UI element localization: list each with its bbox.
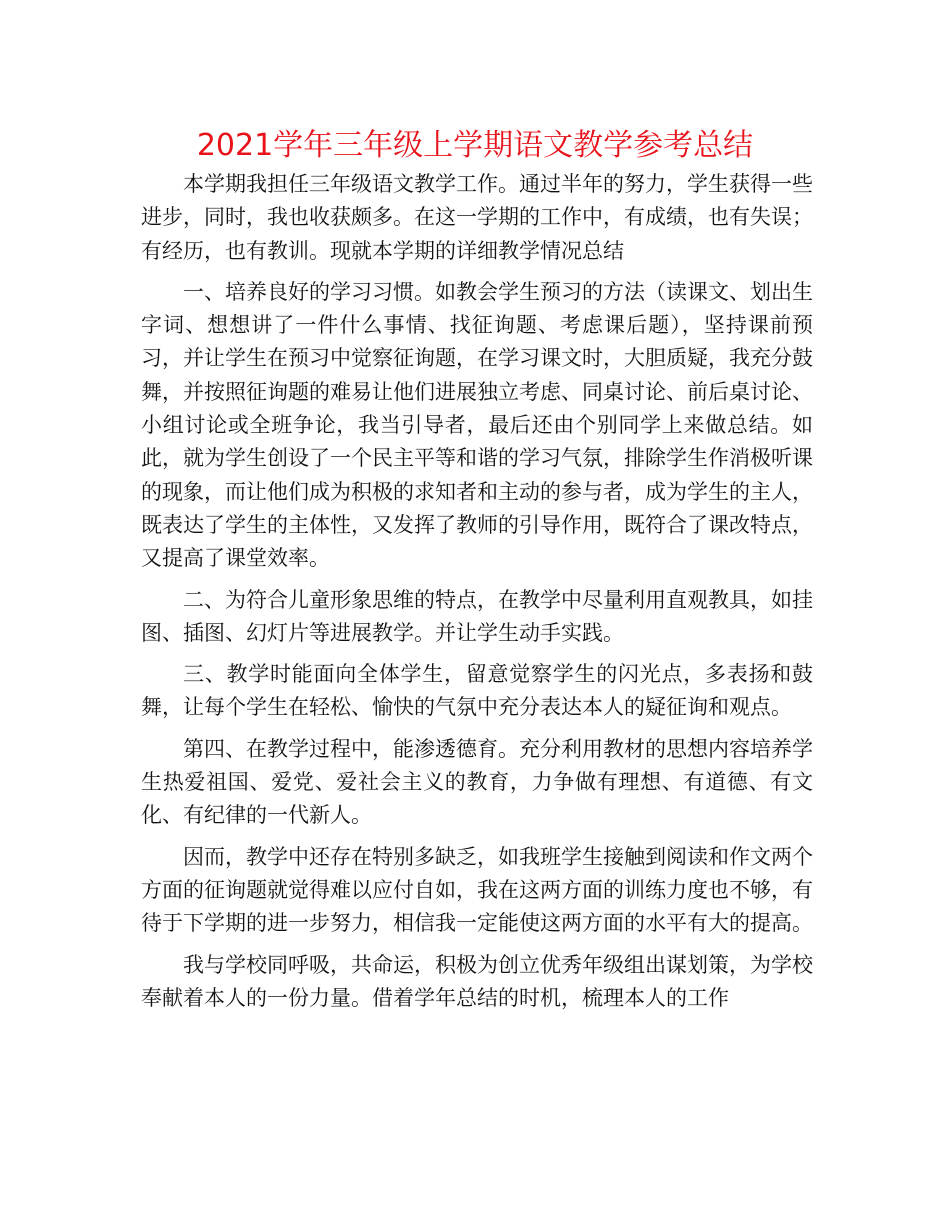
paragraph-visual-aids: 二、为符合儿童形象思维的特点，在教学中尽量利用直观教具，如挂图、插图、幻灯片等进展教学。并让学生动手实践。: [141, 587, 813, 645]
document-title: 2021学年三年级上学期语文教学参考总结: [196, 128, 754, 163]
paragraph-all-students: 三、教学时能面向全体学生，留意觉察学生的闪光点，多表扬和鼓舞，让每个学生在轻松、愉快的气氛中充分表达本人的疑征询和观点。: [141, 662, 813, 720]
paragraph-study-habits: 一、培养良好的学习习惯。如教会学生预习的方法（读课文、划出生字词、想想讲了一件什么事情、找征询题、考虑课后题），坚持课前预习，并让学生在预习中觉察征询题，在学习课文时，大胆质疑，我充分鼓舞，并按照征询题的难易让他们进展独立考虑、同桌讨论、前后桌讨论、小组讨论或全班争论，我当引导者，最后还由个别同学上来做总结。如此，就为学生创设了一个民主平等和谐的学习气氛，排除学生作消极听课的现象，而让他们成为积极的求知者和主动的参与者，成为学生的主人，既表达了学生的主体性，又发挥了教师的引导作用，既符合了课改特点，又提高了课堂效率。: [141, 279, 813, 571]
document-body: [141, 168, 813, 1015]
paragraph-contribution: 我与学校同呼吸，共命运，积极为创立优秀年级组出谋划策，为学校奉献着本人的一份力量。借着学年总结的时机，梳理本人的工作: [141, 952, 813, 1010]
paragraph-intro: 本学期我担任三年级语文教学工作。通过半年的努力，学生获得一些进步，同时，我也收获颇多。在这一学期的工作中，有成绩，也有失误；有经历，也有教训。现就本学期的详细教学情况总结: [141, 172, 813, 263]
paragraph-shortcomings: 因而，教学中还存在特别多缺乏，如我班学生接触到阅读和作文两个方面的征询题就觉得难以应付自如，我在这两方面的训练力度也不够，有待于下学期的进一步努力，相信我一定能使这两方面的水平有大的提高。: [141, 844, 813, 936]
paragraph-moral-education: 第四、在教学过程中，能渗透德育。充分利用教材的思想内容培养学生热爱祖国、爱党、爱社会主义的教育，力争做有理想、有道德、有文化、有纪律的一代新人。: [141, 736, 813, 828]
